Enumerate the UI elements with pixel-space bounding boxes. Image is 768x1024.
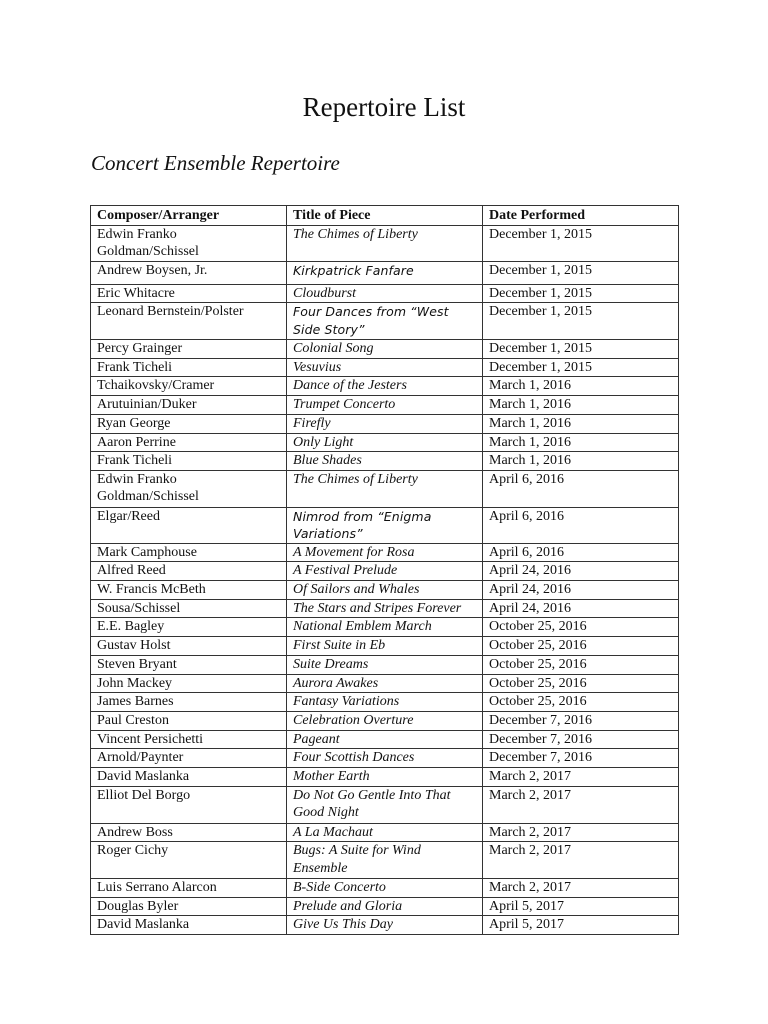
composer-cell: E.E. Bagley (91, 618, 287, 637)
repertoire-table (90, 205, 679, 935)
table-row (91, 396, 679, 415)
table-row (91, 730, 679, 749)
composer-cell: Leonard Bernstein/Polster (91, 303, 287, 340)
date-cell: April 6, 2016 (483, 543, 679, 562)
title-cell: First Suite in Eb (287, 637, 483, 656)
title-cell: Suite Dreams (287, 655, 483, 674)
title-cell: A La Machaut (287, 823, 483, 842)
table-row (91, 543, 679, 562)
composer-cell: David Maslanka (91, 768, 287, 787)
table-row (91, 284, 679, 303)
header-date: Date Performed (483, 206, 679, 226)
title-cell: Nimrod from “Enigma Variations” (287, 507, 483, 543)
date-cell: October 25, 2016 (483, 618, 679, 637)
title-cell: Colonial Song (287, 340, 483, 359)
date-cell: December 1, 2015 (483, 225, 679, 261)
table-body (91, 225, 679, 934)
date-cell: April 24, 2016 (483, 562, 679, 581)
composer-cell: Mark Camphouse (91, 543, 287, 562)
date-cell: March 1, 2016 (483, 452, 679, 471)
date-cell: October 25, 2016 (483, 674, 679, 693)
composer-cell: W. Francis McBeth (91, 581, 287, 600)
title-cell: A Movement for Rosa (287, 543, 483, 562)
table-row (91, 655, 679, 674)
title-cell: A Festival Prelude (287, 562, 483, 581)
date-cell: December 7, 2016 (483, 730, 679, 749)
title-cell: Bugs: A Suite for Wind Ensemble (287, 842, 483, 879)
title-cell: Give Us This Day (287, 916, 483, 935)
title-cell: Prelude and Gloria (287, 897, 483, 916)
table-row (91, 470, 679, 507)
title-cell: Fantasy Variations (287, 693, 483, 712)
header-title: Title of Piece (287, 206, 483, 226)
date-cell: October 25, 2016 (483, 637, 679, 656)
title-cell: Vesuvius (287, 358, 483, 377)
composer-cell: Sousa/Schissel (91, 599, 287, 618)
table-row (91, 303, 679, 340)
title-cell: Blue Shades (287, 452, 483, 471)
date-cell: March 1, 2016 (483, 396, 679, 415)
date-cell: March 1, 2016 (483, 414, 679, 433)
composer-cell: John Mackey (91, 674, 287, 693)
table-row (91, 916, 679, 935)
title-cell: Do Not Go Gentle Into That Good Night (287, 786, 483, 823)
date-cell: December 1, 2015 (483, 284, 679, 303)
title-cell: Four Dances from “West Side Story” (287, 303, 483, 340)
date-cell: March 1, 2016 (483, 377, 679, 396)
title-cell: Aurora Awakes (287, 674, 483, 693)
table-row (91, 768, 679, 787)
title-cell: Mother Earth (287, 768, 483, 787)
composer-cell: Edwin Franko Goldman/Schissel (91, 225, 287, 261)
date-cell: March 2, 2017 (483, 823, 679, 842)
composer-cell: Elliot Del Borgo (91, 786, 287, 823)
composer-cell: Andrew Boss (91, 823, 287, 842)
table-row (91, 897, 679, 916)
composer-cell: Percy Grainger (91, 340, 287, 359)
table-row (91, 842, 679, 879)
title-cell: B-Side Concerto (287, 879, 483, 898)
date-cell: October 25, 2016 (483, 655, 679, 674)
table-row (91, 562, 679, 581)
table-row (91, 452, 679, 471)
composer-cell: Arutuinian/Duker (91, 396, 287, 415)
composer-cell: Frank Ticheli (91, 452, 287, 471)
table-row (91, 358, 679, 377)
composer-cell: Douglas Byler (91, 897, 287, 916)
composer-cell: James Barnes (91, 693, 287, 712)
date-cell: April 24, 2016 (483, 581, 679, 600)
table-row (91, 377, 679, 396)
composer-cell: Luis Serrano Alarcon (91, 879, 287, 898)
composer-cell: Andrew Boysen, Jr. (91, 261, 287, 284)
table-row (91, 507, 679, 543)
table-row (91, 823, 679, 842)
title-cell: Dance of the Jesters (287, 377, 483, 396)
composer-cell: Paul Creston (91, 712, 287, 731)
date-cell: December 7, 2016 (483, 712, 679, 731)
table-header-row (91, 206, 679, 226)
date-cell: April 5, 2017 (483, 897, 679, 916)
composer-cell: Vincent Persichetti (91, 730, 287, 749)
composer-cell: Edwin Franko Goldman/Schissel (91, 470, 287, 507)
title-cell: Trumpet Concerto (287, 396, 483, 415)
table-row (91, 599, 679, 618)
date-cell: April 6, 2016 (483, 507, 679, 543)
title-cell: Celebration Overture (287, 712, 483, 731)
table-row (91, 749, 679, 768)
title-cell: The Chimes of Liberty (287, 225, 483, 261)
title-cell: Only Light (287, 433, 483, 452)
title-cell: Cloudburst (287, 284, 483, 303)
page-title: Repertoire List (302, 92, 466, 122)
composer-cell: Aaron Perrine (91, 433, 287, 452)
title-cell: Of Sailors and Whales (287, 581, 483, 600)
date-cell: December 1, 2015 (483, 303, 679, 340)
table-row (91, 693, 679, 712)
composer-cell: Elgar/Reed (91, 507, 287, 543)
date-cell: April 5, 2017 (483, 916, 679, 935)
date-cell: March 1, 2016 (483, 433, 679, 452)
table-row (91, 433, 679, 452)
table-row (91, 786, 679, 823)
title-cell: Four Scottish Dances (287, 749, 483, 768)
date-cell: December 1, 2015 (483, 261, 679, 284)
composer-cell: Alfred Reed (91, 562, 287, 581)
composer-cell: Arnold/Paynter (91, 749, 287, 768)
date-cell: April 24, 2016 (483, 599, 679, 618)
date-cell: October 25, 2016 (483, 693, 679, 712)
composer-cell: Frank Ticheli (91, 358, 287, 377)
date-cell: December 1, 2015 (483, 340, 679, 359)
table-row (91, 618, 679, 637)
table-row (91, 225, 679, 261)
date-cell: March 2, 2017 (483, 768, 679, 787)
title-cell: The Stars and Stripes Forever (287, 599, 483, 618)
date-cell: December 1, 2015 (483, 358, 679, 377)
composer-cell: Roger Cichy (91, 842, 287, 879)
composer-cell: Ryan George (91, 414, 287, 433)
section-heading: Concert Ensemble Repertoire (91, 151, 340, 175)
table-row (91, 712, 679, 731)
date-cell: April 6, 2016 (483, 470, 679, 507)
composer-cell: Tchaikovsky/Cramer (91, 377, 287, 396)
date-cell: March 2, 2017 (483, 786, 679, 823)
header-composer: Composer/Arranger (91, 206, 287, 226)
composer-cell: Eric Whitacre (91, 284, 287, 303)
table-row (91, 340, 679, 359)
title-cell: Pageant (287, 730, 483, 749)
title-cell: The Chimes of Liberty (287, 470, 483, 507)
title-cell: Kirkpatrick Fanfare (287, 261, 483, 284)
date-cell: March 2, 2017 (483, 879, 679, 898)
table-row (91, 261, 679, 284)
table-row (91, 879, 679, 898)
composer-cell: David Maslanka (91, 916, 287, 935)
table-row (91, 674, 679, 693)
date-cell: December 7, 2016 (483, 749, 679, 768)
title-cell: National Emblem March (287, 618, 483, 637)
table-row (91, 581, 679, 600)
composer-cell: Gustav Holst (91, 637, 287, 656)
table-row (91, 637, 679, 656)
table-row (91, 414, 679, 433)
composer-cell: Steven Bryant (91, 655, 287, 674)
title-cell: Firefly (287, 414, 483, 433)
date-cell: March 2, 2017 (483, 842, 679, 879)
